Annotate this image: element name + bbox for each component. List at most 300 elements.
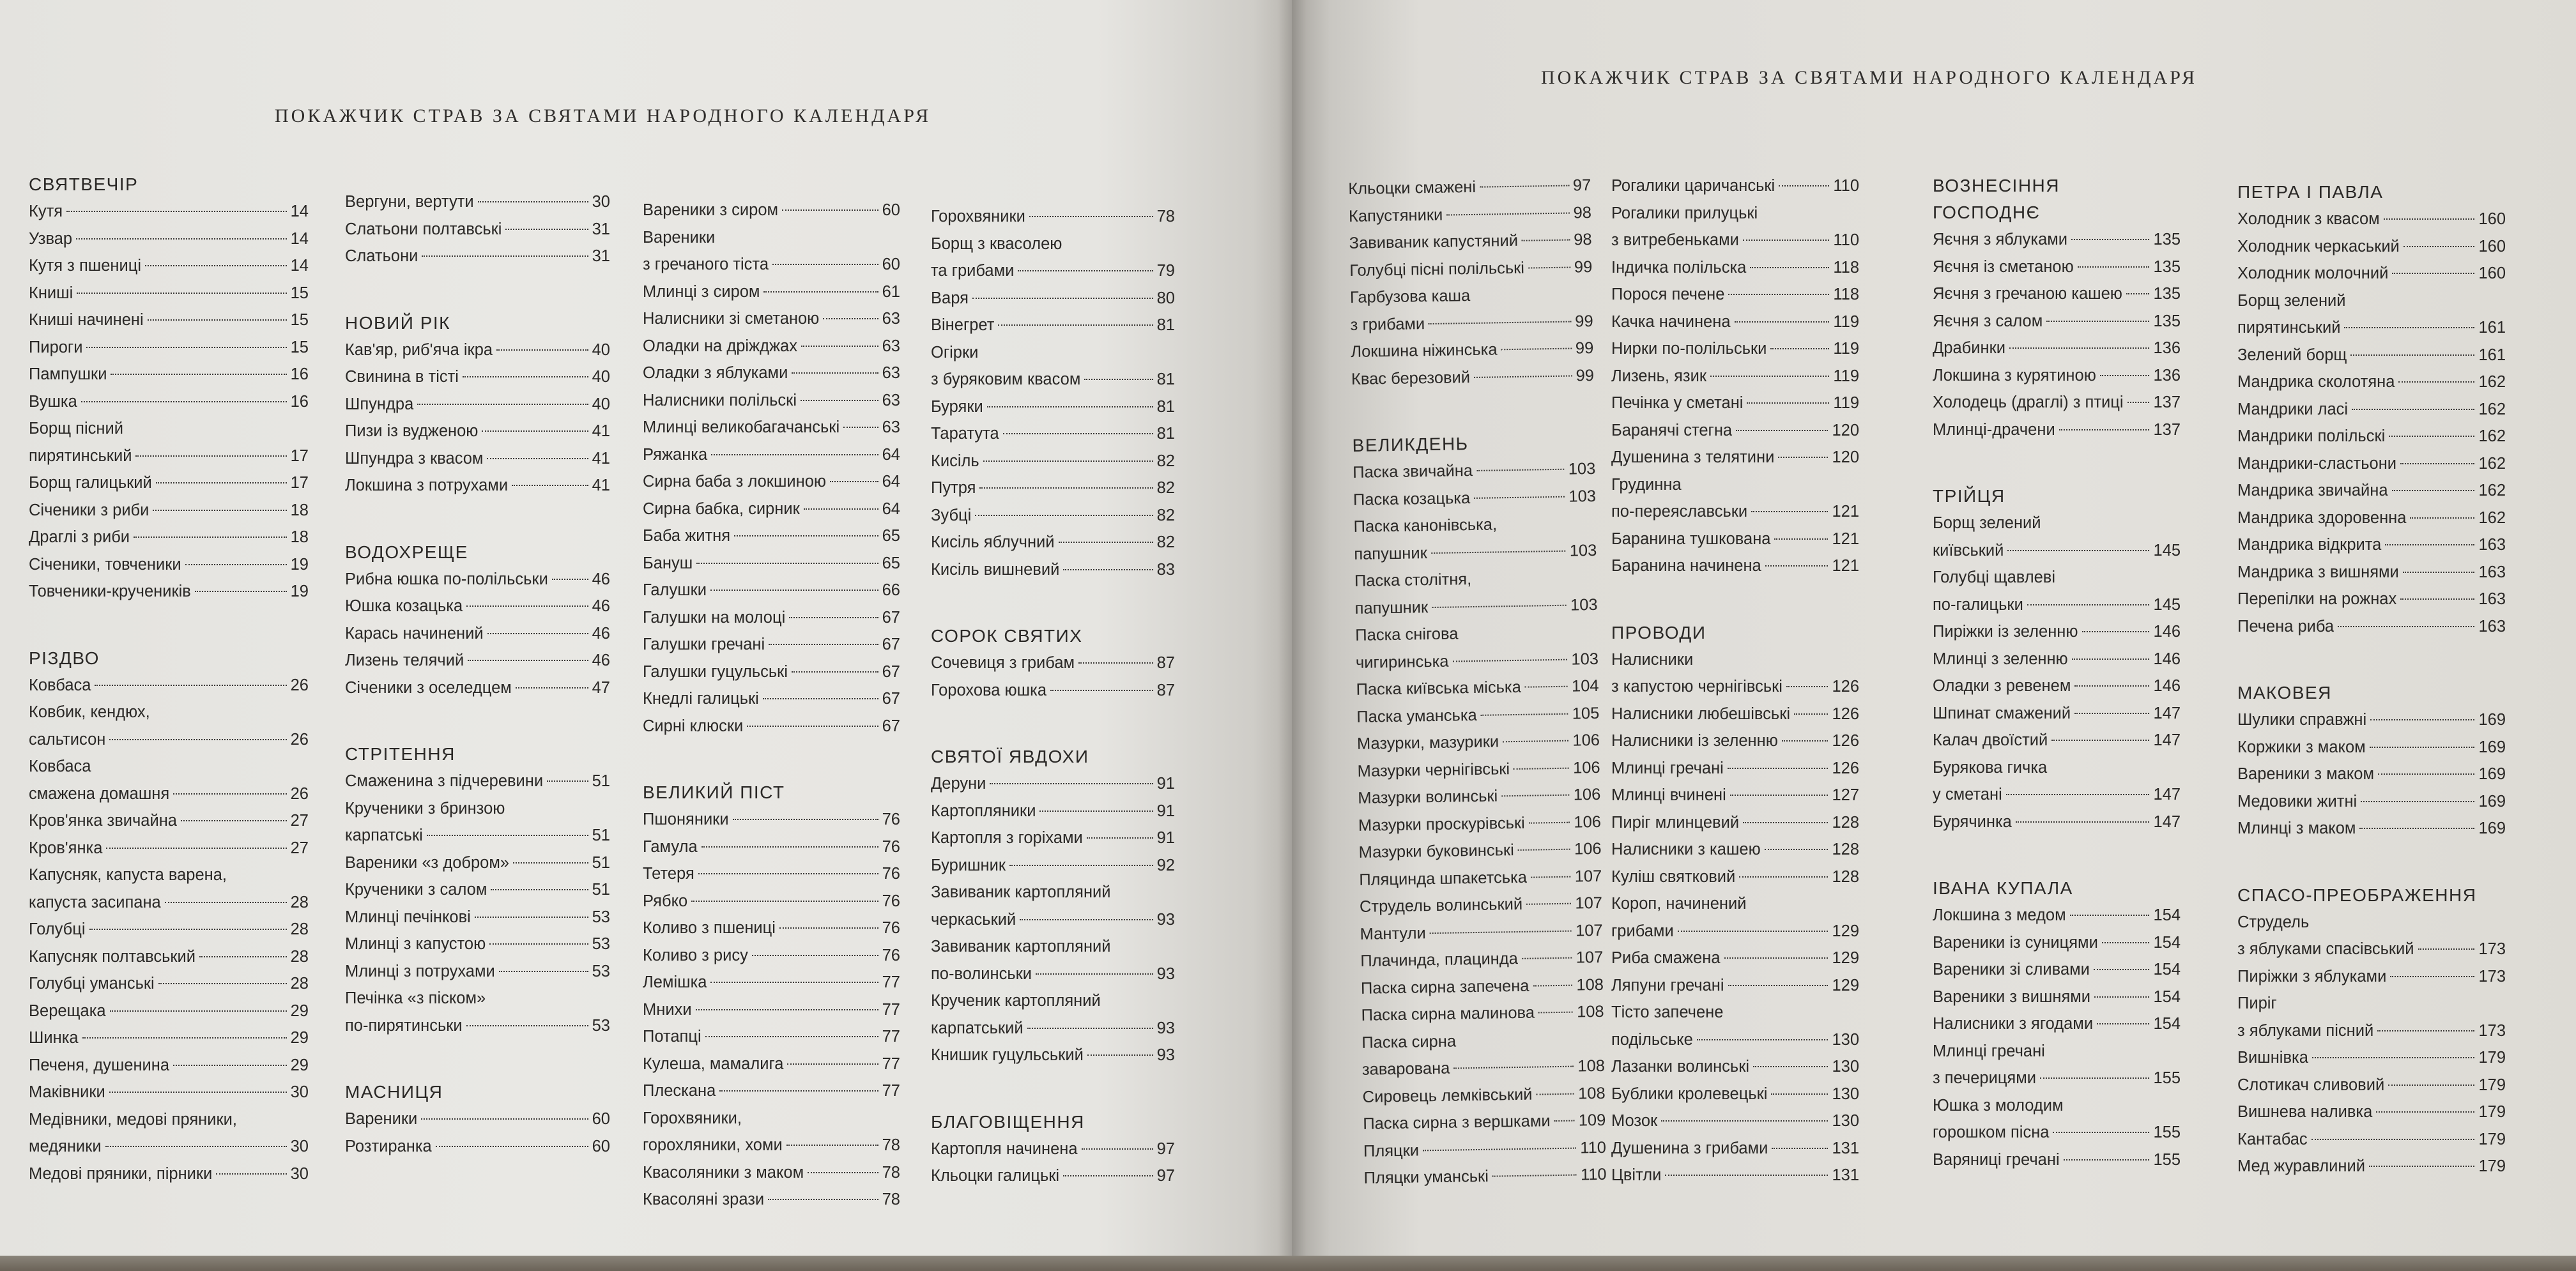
page-number: 179 (2478, 1076, 2506, 1094)
page-number: 162 (2478, 508, 2506, 527)
entry-name: Кльоцки смажені (1348, 178, 1476, 198)
book-edge (0, 1256, 2576, 1271)
index-entry (345, 647, 610, 674)
index-entry (29, 225, 309, 253)
index-entry (29, 497, 309, 524)
entry-name: Варя (931, 289, 969, 307)
index-entry (931, 852, 1175, 879)
section-heading: БЛАГОВІЩЕННЯ (931, 1111, 1085, 1132)
page-number: 121 (1832, 529, 1859, 548)
entry-name: Гамула (643, 837, 698, 856)
dot-leader (2352, 409, 2474, 410)
page-number: 135 (2153, 231, 2181, 248)
entry-name: Ряжанка (643, 445, 708, 464)
dot-leader (95, 685, 286, 686)
index-entry (2237, 734, 2506, 761)
page-number: 82 (1156, 533, 1175, 551)
dot-leader (1430, 930, 1572, 933)
dot-leader (1661, 1120, 1828, 1122)
page-number: 78 (882, 1136, 900, 1154)
section-spacer (1933, 835, 2181, 875)
dot-leader (2102, 942, 2150, 943)
page-number: 26 (290, 676, 309, 694)
page-number: 79 (1156, 262, 1175, 280)
section-spacer (345, 499, 610, 539)
dot-leader (2392, 490, 2475, 491)
index-entry (931, 677, 1175, 704)
page-number: 83 (1156, 560, 1175, 579)
page-number: 110 (1833, 231, 1859, 249)
entry-name: Плачинда, плацинда (1360, 949, 1519, 970)
entry-name: Шулики справжні (2237, 711, 2367, 729)
index-entry (643, 1132, 900, 1159)
page-number: 179 (2478, 1103, 2506, 1121)
page-number: 99 (1575, 366, 1595, 384)
entry-name: Паска козацька (1353, 489, 1471, 509)
dot-leader (2377, 1030, 2474, 1031)
page-number: 17 (290, 446, 309, 465)
page-number: 77 (882, 1082, 900, 1100)
entry-name-line: Ковбик, кендюх, (29, 703, 150, 721)
page-number: 60 (882, 201, 900, 219)
index-entry (1358, 808, 1602, 839)
dot-leader (1730, 795, 1828, 796)
dot-leader (552, 579, 588, 580)
dot-leader (1078, 662, 1153, 664)
dot-leader (1528, 266, 1570, 268)
page-number: 91 (1156, 775, 1175, 793)
entry-name: Галушки гречані (643, 636, 765, 653)
index-entry (2237, 396, 2506, 423)
entry-name: Паска уманська (1356, 706, 1477, 726)
index-entry (1611, 918, 1859, 945)
dot-leader (1531, 876, 1571, 878)
index-entry (931, 312, 1175, 339)
dot-leader (513, 862, 588, 864)
page-number: 29 (290, 1001, 309, 1020)
dot-leader (752, 955, 878, 956)
entry-name: Пизи із вудженою (345, 422, 479, 440)
dot-leader (2059, 429, 2150, 430)
page-number: 81 (1156, 316, 1175, 334)
index-entry (29, 726, 309, 754)
entry-name: з буряковим квасом (931, 370, 1081, 388)
index-entry (643, 685, 900, 713)
entry-name: Вареники «з добром» (345, 853, 510, 872)
index-entry (931, 1162, 1175, 1190)
index-entry (345, 418, 610, 445)
section-heading: ПЕТРА І ПАВЛА (2237, 182, 2384, 202)
page-number: 82 (1156, 479, 1175, 497)
dot-leader (769, 644, 878, 645)
entry-name-line: Крученик картопляний (931, 992, 1101, 1010)
dot-leader (2388, 1085, 2474, 1086)
index-entry (29, 807, 309, 835)
entry-name: Таратута (931, 425, 999, 443)
index-entry (1363, 1107, 1606, 1138)
dot-leader (705, 1036, 878, 1037)
dot-leader (1525, 686, 1568, 688)
section-heading: СВЯТОЇ ЯВДОХИ (931, 747, 1089, 766)
entry-name: Кутя з пшениці (29, 257, 141, 275)
dot-leader (2338, 626, 2474, 627)
index-entry (931, 285, 1175, 312)
dot-leader (436, 1146, 588, 1147)
entry-name: з гречаного тіста (643, 255, 769, 273)
dot-leader (1009, 865, 1153, 866)
dot-leader (2072, 658, 2150, 660)
dot-leader (1526, 903, 1571, 905)
index-column (1348, 172, 1607, 1192)
entry-name: Січеники з риби (29, 501, 150, 519)
index-column (2237, 179, 2506, 1180)
index-entry (29, 1133, 309, 1161)
entry-name: Коржики з маком (2237, 738, 2366, 756)
index-entry (345, 593, 610, 620)
index-entry (1611, 444, 1859, 471)
page-number: 106 (1572, 731, 1600, 750)
entry-name: Холодець (драглі) з птиці (1933, 393, 2124, 411)
index-entry (931, 420, 1175, 448)
entry-name: Рибна юшка по-полільськи (345, 570, 548, 588)
dot-leader (779, 927, 878, 929)
entry-name-line: Печінка «з піском» (345, 989, 486, 1007)
dot-leader (768, 1199, 878, 1200)
dot-leader (1782, 740, 1828, 742)
dot-leader (487, 458, 588, 459)
dot-leader (2400, 463, 2474, 464)
index-entry (1358, 835, 1602, 866)
page-number: 147 (2153, 812, 2181, 831)
page-number: 15 (290, 311, 309, 329)
dot-leader (1697, 1039, 1828, 1040)
page-number: 129 (1832, 922, 1859, 940)
dot-leader (698, 873, 878, 874)
page-number: 76 (882, 892, 900, 910)
page-number: 28 (290, 975, 309, 993)
dot-leader (2398, 381, 2474, 383)
dot-leader (1003, 433, 1153, 434)
dot-leader (1728, 294, 1829, 295)
index-entry (345, 472, 610, 499)
page-number: 173 (2478, 1021, 2506, 1040)
dot-leader (1432, 604, 1567, 607)
index-entry (643, 860, 900, 888)
entry-name: з капустою чернігівські (1611, 678, 1782, 696)
page-number: 130 (1832, 1058, 1859, 1076)
page-number: 87 (1156, 654, 1175, 672)
dot-leader (427, 835, 588, 836)
page-number: 51 (592, 853, 610, 872)
index-entry (931, 502, 1175, 529)
dot-leader (1538, 1012, 1573, 1014)
dot-leader (1429, 321, 1571, 324)
index-entry (2237, 586, 2506, 613)
page-number: 31 (592, 220, 610, 238)
page-number: 93 (1156, 1019, 1175, 1037)
dot-leader (1710, 376, 1829, 377)
index-entry (1933, 335, 2181, 362)
page-number: 92 (1156, 856, 1175, 874)
entry-name: Галушки на молоці (643, 608, 786, 627)
index-entry (1349, 226, 1592, 257)
page-number: 26 (290, 784, 309, 803)
dot-leader (499, 971, 588, 972)
index-entry (643, 197, 900, 224)
page-number: 67 (882, 717, 900, 735)
dot-leader (2009, 347, 2149, 349)
page-number: 77 (882, 973, 900, 991)
page-number: 66 (882, 581, 900, 599)
dot-leader (808, 1172, 878, 1173)
section-spacer (345, 1039, 610, 1079)
entry-name: Голубці пісні полільські (1349, 259, 1525, 280)
entry-name: Горохова юшка (931, 681, 1047, 699)
index-entry (931, 825, 1175, 852)
index-entry (931, 203, 1175, 231)
page-number: 28 (290, 893, 309, 911)
dot-leader (1492, 1175, 1577, 1177)
entry-name: Смаженина з підчеревини (345, 772, 544, 790)
page-number: 154 (2153, 906, 2181, 924)
dot-leader (76, 238, 287, 240)
index-entry (345, 620, 610, 648)
index-entry (1933, 984, 2181, 1011)
index-entry (1933, 1065, 2181, 1092)
index-entry (2237, 1153, 2506, 1180)
entry-name: Душенина з грибами (1611, 1139, 1768, 1157)
index-entry (1933, 280, 2181, 308)
index-entry (2237, 450, 2506, 478)
index-entry (2237, 260, 2506, 287)
dot-leader (1084, 379, 1153, 380)
entry-name: Зелений борщ (2237, 346, 2347, 364)
dot-leader (1533, 984, 1572, 986)
index-entry (29, 469, 309, 497)
entry-name: смажена домашня (29, 784, 170, 803)
dot-leader (2094, 969, 2150, 970)
entry-name-line: Налисники (1611, 650, 1694, 669)
index-entry (1611, 1053, 1859, 1081)
entry-name: Налисники зі сметаною (643, 310, 820, 328)
page-number: 146 (2153, 623, 2181, 641)
entry-name: папушник (1354, 544, 1428, 563)
dot-leader (2046, 321, 2149, 322)
index-entry (2237, 369, 2506, 396)
dot-leader (2053, 1132, 2149, 1133)
page-number: 173 (2478, 940, 2506, 958)
dot-leader (512, 485, 588, 486)
page-number: 130 (1832, 1085, 1859, 1103)
entry-name: Паска сирна з вершками (1363, 1112, 1551, 1133)
page-number: 103 (1568, 459, 1596, 478)
page-number: 18 (290, 528, 309, 546)
index-entry (345, 958, 610, 986)
page-number: 106 (1574, 812, 1602, 832)
dot-leader (691, 901, 878, 902)
entry-name: Бануш (643, 554, 693, 572)
page-number: 154 (2153, 1015, 2181, 1033)
dot-leader (1765, 849, 1828, 850)
section-heading: СВЯТВЕЧІР (29, 174, 139, 194)
dot-leader (2404, 246, 2475, 247)
index-entry (1351, 362, 1595, 392)
entry-name: Сировець лемківський (1362, 1085, 1533, 1106)
page-number: 61 (882, 282, 900, 301)
dot-leader (972, 298, 1153, 299)
page-number: 162 (2478, 482, 2506, 499)
entry-name: черкаський (931, 910, 1016, 929)
index-entry (2237, 342, 2506, 369)
page-number: 169 (2478, 765, 2506, 783)
page-number: 127 (1832, 786, 1859, 804)
dot-leader (489, 943, 588, 945)
dot-leader (1678, 931, 1828, 932)
entry-name: Печеня, душенина (29, 1056, 170, 1074)
dot-leader (1020, 919, 1153, 920)
dot-leader (153, 510, 286, 511)
section-spacer (1351, 389, 1595, 432)
entry-name: Струдель волинський (1359, 895, 1523, 916)
dot-leader (2078, 266, 2150, 268)
dot-leader (466, 1025, 588, 1026)
dot-leader (2370, 747, 2475, 748)
page-number: 30 (592, 193, 610, 211)
entry-name: Млинці з маком (2237, 819, 2356, 837)
index-entry (1361, 998, 1604, 1029)
dot-leader (1765, 565, 1828, 567)
entry-name: Верещака (29, 1001, 106, 1020)
index-entry (1356, 699, 1600, 730)
page-number: 81 (1156, 425, 1175, 443)
page-number: 53 (592, 935, 610, 953)
page-number: 81 (1156, 397, 1175, 416)
right-page (1292, 0, 2576, 1271)
entry-name: Яєчня з яблуками (1933, 231, 2068, 248)
section-heading: РІЗДВО (29, 648, 100, 668)
index-entry (1933, 781, 2181, 809)
index-entry (1361, 971, 1604, 1001)
dot-leader (786, 1145, 878, 1146)
page-number: 46 (592, 624, 610, 643)
index-entry (2237, 505, 2506, 532)
page-number: 63 (882, 391, 900, 409)
section-heading: ГОСПОДНЄ (1933, 202, 2041, 222)
entry-name: по-переяславськи (1611, 503, 1748, 521)
entry-name: Січеники з оселедцем (345, 678, 512, 697)
index-entry (1933, 537, 2181, 565)
dot-leader (1481, 713, 1568, 715)
index-entry (345, 363, 610, 391)
entry-name: Баранина тушкована (1611, 529, 1771, 548)
entry-name: Яєчня із сметаною (1933, 257, 2074, 276)
dot-leader (1480, 185, 1569, 188)
entry-name: Лизень, язик (1611, 367, 1707, 385)
dot-leader (1751, 511, 1828, 512)
entry-name: Оладки з ревенем (1933, 677, 2071, 695)
entry-name-line: Пиріг (2237, 994, 2277, 1012)
page-title: ПОКАЖЧИК СТРАВ ЗА СВЯТАМИ НАРОДНОГО КАЛЕНДАРЯ (1541, 67, 2198, 88)
section-heading: ВОЗНЕСІННЯ (1933, 176, 2060, 195)
page-number: 60 (592, 1137, 610, 1155)
index-entry (1350, 308, 1593, 339)
entry-name: Качка начинена (1611, 312, 1731, 331)
dot-leader (496, 349, 588, 351)
index-entry (931, 393, 1175, 421)
page-number: 108 (1576, 975, 1604, 994)
entry-name: Млинці вчинені (1611, 786, 1726, 804)
dot-leader (1039, 811, 1153, 812)
page-number: 119 (1833, 312, 1859, 331)
entry-name: Куліш святковий (1611, 867, 1736, 886)
dot-leader (216, 1173, 286, 1175)
entry-name: Путря (931, 479, 976, 497)
index-entry (643, 888, 900, 915)
index-entry (643, 806, 900, 833)
entry-name: Зубці (931, 506, 972, 524)
entry-name: Буряки (931, 397, 983, 416)
index-entry (1611, 308, 1859, 336)
page-number: 93 (1156, 1046, 1175, 1064)
entry-name: Пляцки уманські (1363, 1167, 1489, 1187)
dot-leader (135, 455, 286, 457)
entry-name-line: Короп, начинений (1611, 895, 1747, 913)
page-number: 129 (1832, 949, 1859, 967)
index-entry (931, 1042, 1175, 1069)
dot-leader (719, 1090, 878, 1092)
entry-name: Калач двоїстий (1933, 731, 2048, 749)
page-number: 97 (1156, 1167, 1175, 1185)
index-entry (1363, 1161, 1607, 1192)
dot-leader (106, 848, 286, 849)
entry-name: горохляники, хоми (643, 1136, 783, 1154)
entry-name: Деруни (931, 775, 986, 793)
dot-leader (110, 1010, 287, 1012)
entry-name: папушник (1354, 598, 1429, 618)
index-entry (1933, 1146, 2181, 1174)
dot-leader (1446, 212, 1569, 215)
entry-name: Тетеря (643, 865, 694, 883)
entry-name: Голубці (29, 920, 86, 938)
entry-name: Налисники із зеленню (1611, 732, 1778, 750)
page-number: 51 (592, 826, 610, 844)
index-entry (643, 1023, 900, 1051)
entry-name: Локшина з медом (1933, 906, 2066, 924)
page-number: 87 (1156, 681, 1175, 699)
section-heading: ІВАНА КУПАЛА (1933, 878, 2073, 898)
entry-name: Кльоцки галицькі (931, 1167, 1060, 1185)
index-entry (29, 998, 309, 1025)
entry-name: Холодник з квасом (2237, 210, 2380, 228)
index-entry (1353, 455, 1596, 486)
entry-name: Лазанки волинські (1611, 1058, 1750, 1076)
page-number: 155 (2153, 1150, 2181, 1169)
entry-name: Вареники з вишнями (1933, 987, 2091, 1006)
page-number: 82 (1156, 506, 1175, 524)
index-entry (1611, 552, 1859, 580)
index-entry (2237, 531, 2506, 559)
index-entry (1933, 727, 2181, 754)
index-column (643, 197, 900, 1214)
index-entry (643, 1051, 900, 1078)
dot-leader (181, 820, 287, 821)
dot-leader (2376, 1111, 2474, 1113)
entry-name: Лизень телячий (345, 651, 464, 669)
entry-name: Локшина з потрухами (345, 476, 509, 494)
index-entry (29, 252, 309, 280)
entry-name-line: Вареники (643, 228, 716, 247)
entry-name-line: Юшка з молодим (1933, 1096, 2064, 1115)
